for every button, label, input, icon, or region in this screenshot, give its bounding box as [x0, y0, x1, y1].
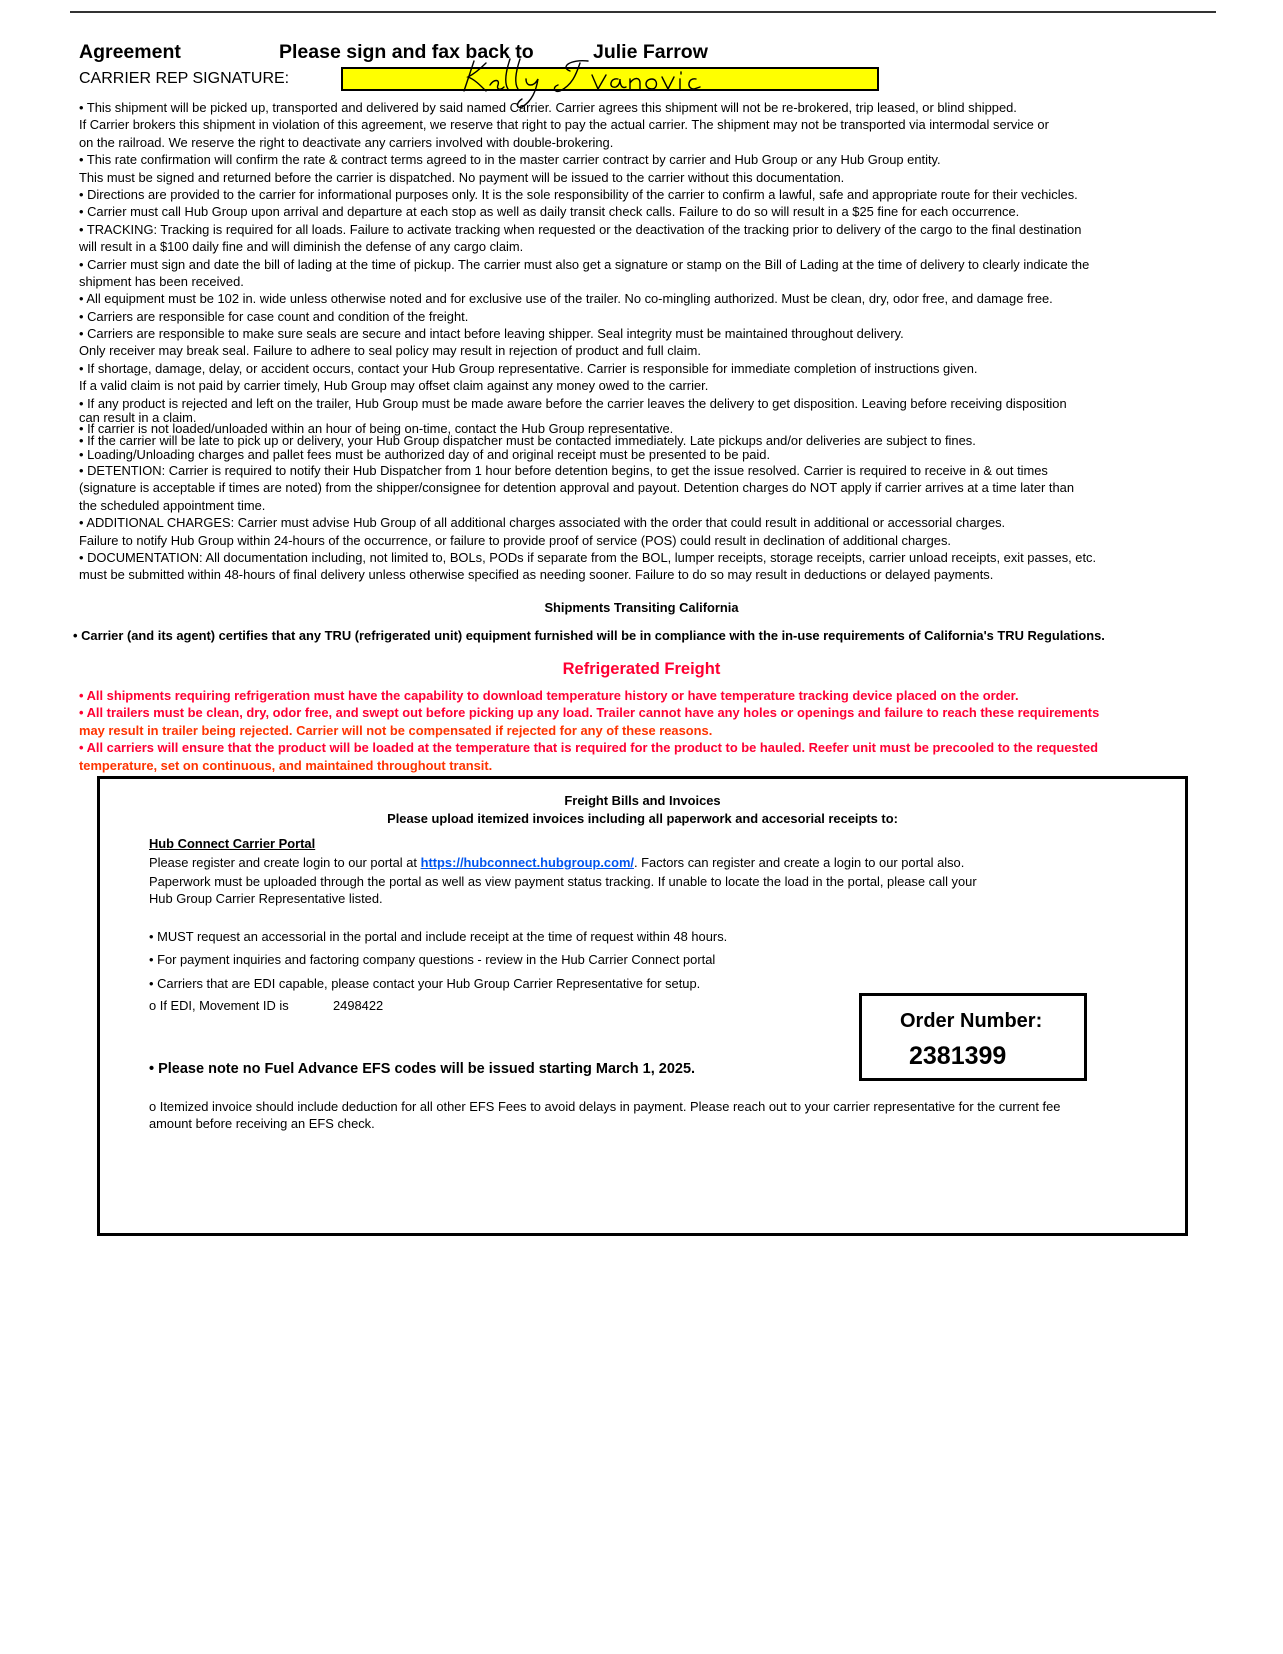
term-line: the scheduled appointment time.: [79, 497, 266, 513]
refrigerated-requirements: [79, 687, 1229, 774]
term-line: can result in a claim.: [79, 410, 197, 426]
term-line: shipment has been received.: [79, 273, 244, 289]
term-line: This must be signed and returned before the carrier is dispatched. No payment will be issued to the carrier without this documentation.: [79, 169, 845, 185]
term-line: • Carriers are responsible to make sure seals are secure and intact before leaving shipper. Seal integrity must be maintained throughout delivery.: [79, 326, 904, 342]
payment-inquiry-bullet: • For payment inquiries and factoring company questions - review in the Hub Carrier Connect portal: [149, 952, 716, 967]
term-line: • DETENTION: Carrier is required to notify their Hub Dispatcher from 1 hour before detention begins, to get the issue resolved. Carrier is required to receive in & out times: [79, 463, 1048, 479]
term-line: • Loading/Unloading charges and pallet fees must be authorized day of and original receipt must be presented to be paid.: [79, 447, 771, 463]
refrigerated-heading: Refrigerated Freight: [562, 660, 721, 678]
portal-link[interactable]: https://hubconnect.hubgroup.com/: [420, 855, 634, 870]
term-line: • DOCUMENTATION: All documentation including, not limited to, BOLs, PODs if separate from the BOL, lumper receipts, storage receipts, carrier unload receipts, exit passes, etc.: [79, 549, 1097, 565]
movement-id: 2498422: [333, 998, 384, 1013]
term-line: • If shortage, damage, delay, or accident occurs, contact your Hub Group representative. Carrier is responsible for immediate completion of instructions given.: [79, 360, 978, 376]
term-line: If Carrier brokers this shipment in violation of this agreement, we reserve that right to pay the actual carrier. The shipment may not be transported via intermodal service or: [79, 117, 1049, 133]
reefer-line: • All carriers will ensure that the product will be loaded at the temperature that is required for the product to be hauled. Reefer unit must be precooled to the requested: [79, 740, 1098, 756]
term-line: Only receiver may break seal. Failure to adhere to seal policy may result in rejection of product and full claim.: [79, 343, 701, 359]
agreement-heading: Agreement: [79, 41, 181, 63]
term-line: Failure to notify Hub Group within 24-hours of the occurrence, or failure to provide proof of service (POS) could result in declination of additional charges.: [79, 532, 952, 548]
term-line: If a valid claim is not paid by carrier timely, Hub Group may offset claim against any money owed to the carrier.: [79, 378, 709, 394]
sign-fax-heading: Please sign and fax back to: [279, 41, 534, 63]
term-line: • Carrier must call Hub Group upon arrival and departure at each stop as well as daily transit check calls. Failure to do so will result in a $25 fine for each occurrence.: [79, 204, 1020, 220]
itemized-invoice-line: o Itemized invoice should include deduction for all other EFS Fees to avoid delays in payment. Please reach out to your carrier representative for the current fee: [149, 1099, 1061, 1114]
term-line: • All equipment must be 102 in. wide unless otherwise noted and for exclusive use of the trailer. No co-mingling authorized. Must be clean, dry, odor free, and damage free.: [79, 291, 1053, 307]
reefer-line: may result in trailer being rejected. Carrier will not be compensated if rejected for any of these reasons.: [79, 722, 713, 738]
paperwork-line: Paperwork must be uploaded through the portal as well as view payment status tracking. If unable to locate the load in the portal, please call your: [149, 874, 977, 889]
paperwork-line: Hub Group Carrier Representative listed.: [149, 891, 383, 906]
term-line: • Carrier must sign and date the bill of lading at the time of pickup. The carrier must also get a signature or stamp on the Bill of Lading at the time of delivery to clearly indicate the: [79, 256, 1090, 272]
reefer-line: temperature, set on continuous, and maintained throughout transit.: [79, 757, 493, 773]
term-line: • TRACKING: Tracking is required for all loads. Failure to activate tracking when requested or the deactivation of the tracking prior to delivery of the cargo to the final destination: [79, 221, 1082, 237]
edi-bullet: • Carriers that are EDI capable, please contact your Hub Group Carrier Representative for setup.: [149, 976, 701, 991]
term-line: • If carrier is not loaded/unloaded within an hour of being on-time, contact the Hub Group representative.: [79, 421, 674, 437]
edi-label: o If EDI, Movement ID is: [149, 998, 289, 1013]
term-line: • This shipment will be picked up, transported and delivered by said named Carrier. Carrier agrees this shipment will not be re-brokered, trip leased, or blind shipped.: [79, 100, 1017, 115]
itemized-invoice-line: amount before receiving an EFS check.: [149, 1116, 375, 1131]
term-line: on the railroad. We reserve the right to deactivate any carriers involved with double-brokering.: [79, 134, 614, 150]
order-number-label: Order Number:: [900, 1010, 1043, 1032]
term-line: • Directions are provided to the carrier for informational purposes only. It is the sole responsibility of the carrier to confirm a lawful, safe and appropriate route for their vechicles.: [79, 186, 1078, 202]
top-rule: [70, 11, 1216, 13]
freight-bills-subtitle: Please upload itemized invoices including all paperwork and accesorial receipts to:: [387, 811, 898, 826]
term-line: (signature is acceptable if times are noted) from the shipper/consignee for detention approval and payout. Detention charges do NOT apply if carrier arrives at a time later than: [79, 480, 1075, 496]
accessorial-bullet: • MUST request an accessorial in the portal and include receipt at the time of request within 48 hours.: [149, 929, 728, 944]
term-line: must be submitted within 48-hours of final delivery unless otherwise specified as needing sooner. Failure to do so may result in deductions or delayed payments.: [79, 567, 994, 583]
reefer-line: • All trailers must be clean, dry, odor free, and swept out before picking up any load. Trailer cannot have any holes or openings and failure to reach these requirements: [79, 705, 1100, 721]
order-number-box: [859, 993, 1087, 1081]
portal-heading: Hub Connect Carrier Portal: [149, 836, 316, 851]
contact-name: Julie Farrow: [593, 41, 708, 63]
reefer-line: • All shipments requiring refrigeration must have the capability to download temperature history or have temperature tracking device placed on the order.: [79, 688, 1019, 703]
term-line: • Carriers are responsible for case count and condition of the freight.: [79, 308, 469, 324]
california-heading: Shipments Transiting California: [544, 600, 739, 615]
freight-bills-title: Freight Bills and Invoices: [564, 793, 721, 808]
terms-list: [79, 99, 1229, 584]
signature-label: CARRIER REP SIGNATURE:: [79, 70, 290, 87]
term-line: • If the carrier will be late to pick up or delivery, your Hub Group dispatcher must be contacted immediately. Late pickups and/or deliveries are subject to fines.: [79, 433, 976, 449]
term-line: • ADDITIONAL CHARGES: Carrier must advise Hub Group of all additional charges associated with the order that could result in additional or accessorial charges.: [79, 515, 1006, 531]
register-line: [149, 855, 964, 870]
register-text: Please register and create login to our portal at: [149, 855, 421, 870]
order-number-value: 2381399: [909, 1042, 1007, 1070]
term-line: will result in a $100 daily fine and will diminish the defense of any cargo claim.: [79, 239, 524, 255]
fuel-advance-notice: • Please note no Fuel Advance EFS codes will be issued starting March 1, 2025.: [149, 1061, 696, 1077]
register-text-end: . Factors can register and create a login to our portal also.: [633, 855, 965, 870]
term-line: • This rate confirmation will confirm the rate & contract terms agreed to in the master carrier contract by carrier and Hub Group or any Hub Group entity.: [79, 152, 941, 168]
term-line: • If any product is rejected and left on the trailer, Hub Group must be made aware before the carrier leaves the delivery to get disposition. Leaving before receiving disposition: [79, 395, 1067, 411]
california-text: • Carrier (and its agent) certifies that any TRU (refrigerated unit) equipment furnished will be in compliance with the in-use requirements of California's TRU Regulations.: [73, 628, 1105, 643]
